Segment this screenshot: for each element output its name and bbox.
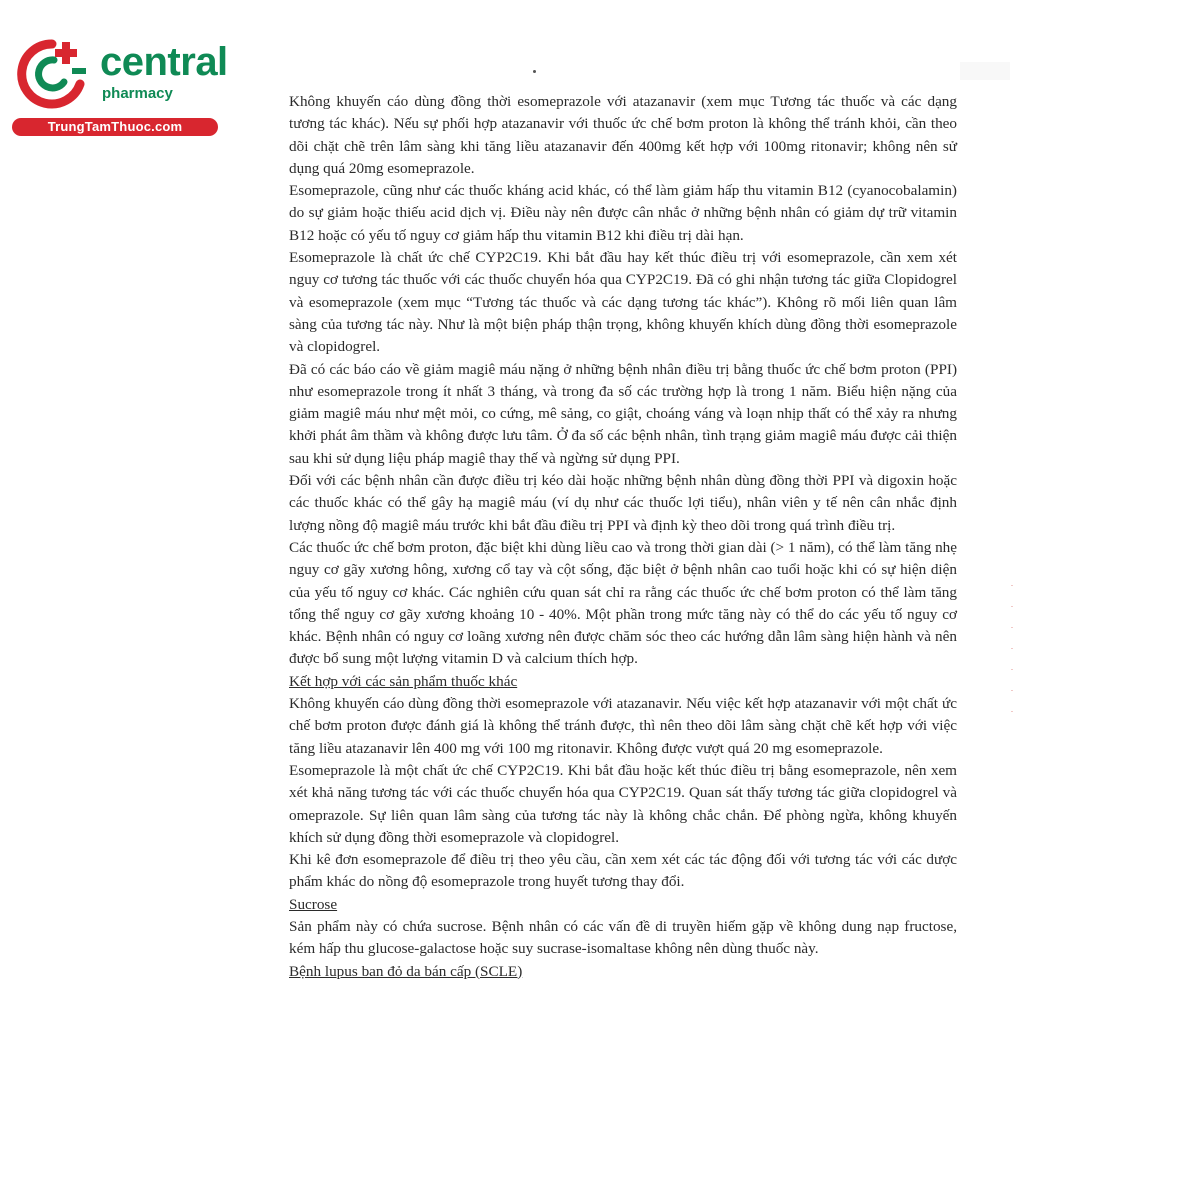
- logo-website: TrungTamThuoc.com: [12, 118, 218, 136]
- central-pharmacy-logo-icon: [10, 36, 94, 110]
- document-body: [289, 91, 957, 983]
- paragraph: Esomeprazole là một chất ức chế CYP2C19. Khi bắt đầu hoặc kết thúc điều trị bằng esomeprazole, nên xem xét khả năng tương tác với các thuốc chuyển hóa qua CYP2C19. Quan sát thấy tương tác giữa clopidogrel và omeprazole. Sự liên quan lâm sàng của tương tác này là không chắc chắn. Để phòng ngừa, không khuyến khích sử dụng đồng thời esomeprazole và clopidogrel.: [289, 761, 957, 846]
- paragraph: Đối với các bệnh nhân cần được điều trị kéo dài hoặc những bệnh nhân dùng đồng thời PPI và digoxin hoặc các thuốc khác có thể gây hạ magiê máu (ví dụ như các thuốc lợi tiểu), nhân viên y tế nên cân nhắc định lượng nồng độ magiê máu trước khi bắt đầu điều trị PPI và định kỳ theo dõi trong quá trình điều trị.: [289, 472, 957, 534]
- section-heading-scle: Bệnh lupus ban đỏ da bán cấp (SCLE): [289, 962, 523, 980]
- paragraph: Esomeprazole là chất ức chế CYP2C19. Khi bắt đầu hay kết thúc điều trị với esomeprazole, cần xem xét nguy cơ tương tác thuốc với các thuốc chuyển hóa qua CYP2C19. Đã có ghi nhận tương tác giữa Clopidogrel và esomeprazole (xem mục “Tương tác thuốc và các dạng tương tác khác”). Không rõ mối liên quan lâm sàng của tương tác này. Như là một biện pháp thận trọng, không khuyến khích dùng đồng thời esomeprazole và clopidogrel.: [289, 249, 957, 356]
- paragraph: Không khuyến cáo dùng đồng thời esomeprazole với atazanavir (xem mục Tương tác thuốc và các dạng tương tác khác). Nếu sự phối hợp atazanavir với thuốc ức chế bơm proton là không thể tránh khỏi, cần theo dõi chặt chẽ trên lâm sàng khi tăng liều atazanavir đến 400mg kết hợp với 100mg ritonavir; không nên sử dụng quá 20mg esomeprazole.: [289, 93, 957, 177]
- brand-logo: [10, 36, 228, 136]
- paragraph: Khi kê đơn esomeprazole để điều trị theo yêu cầu, cần xem xét các tác động đối với tương tác với các dược phẩm khác do nồng độ esomeprazole trong huyết tương thay đổi.: [289, 851, 957, 891]
- scan-smudge: [960, 62, 1010, 80]
- paragraph: Các thuốc ức chế bơm proton, đặc biệt khi dùng liều cao và trong thời gian dài (> 1 năm), có thể làm tăng nhẹ nguy cơ gãy xương hông, xương cổ tay và cột sống, đặc biệt ở bệnh nhân cao tuổi hoặc khi có sự hiện diện của yếu tố nguy cơ khác. Các nghiên cứu quan sát chỉ ra rằng các thuốc ức chế bơm proton có thể làm tăng tổng thể nguy cơ gãy xương khoảng 10 - 40%. Một phần trong mức tăng này có thể do các yếu tố nguy cơ khác. Bệnh nhân có nguy cơ loãng xương nên được chăm sóc theo các hướng dẫn lâm sàng hiện hành và nên được bổ sung một lượng vitamin D và calcium thích hợp.: [289, 538, 958, 668]
- section-heading-combination: Kết hợp với các sản phẩm thuốc khác: [289, 672, 518, 690]
- scan-speck: [533, 70, 536, 73]
- logo-subtitle: pharmacy: [102, 85, 173, 102]
- logo-name: central: [100, 40, 228, 84]
- section-heading-sucrose: Sucrose: [289, 895, 338, 913]
- paragraph: Sản phẩm này có chứa sucrose. Bệnh nhân có các vấn đề di truyền hiếm gặp về không dung nạp fructose, kém hấp thu glucose-galactose hoặc suy sucrase-isomaltase không nên dùng thuốc này.: [289, 917, 957, 958]
- paragraph: Không khuyến cáo dùng đồng thời esomeprazole với atazanavir. Nếu việc kết hợp atazanavir với một chất ức chế bơm proton được đánh giá là không thể tránh được, thì nên theo dõi lâm sàng chặt chẽ kết hợp với việc tăng liều atazanavir lên 400 mg với 100 mg ritonavir. Không được vượt quá 20 mg esomeprazole.: [289, 695, 957, 757]
- paragraph: Esomeprazole, cũng như các thuốc kháng acid khác, có thể làm giảm hấp thu vitamin B12 (cyanocobalamin) do sự giảm hoặc thiếu acid dịch vị. Điều này nên được cân nhắc ở những bệnh nhân có giảm dự trữ vitamin B12 hoặc có yếu tố nguy cơ giảm hấp thu vitamin B12 khi điều trị dài hạn.: [289, 182, 957, 244]
- paragraph: Đã có các báo cáo về giảm magiê máu nặng ở những bệnh nhân điều trị bằng thuốc ức chế bơm proton (PPI) như esomeprazole trong ít nhất 3 tháng, và trong đa số các trường hợp là trong 1 năm. Biểu hiện nặng của giảm magiê máu như mệt mỏi, co cứng, mê sảng, co giật, choáng váng và loạn nhịp thất có thể xảy ra nhưng khởi phát âm thầm và không được lưu tâm. Ở đa số các bệnh nhân, tình trạng giảm magiê máu được cải thiện sau khi sử dụng liệu pháp magiê thay thế và ngừng sử dụng PPI.: [289, 360, 957, 467]
- margin-stamp: · · · · · · ·: [1010, 580, 1014, 716]
